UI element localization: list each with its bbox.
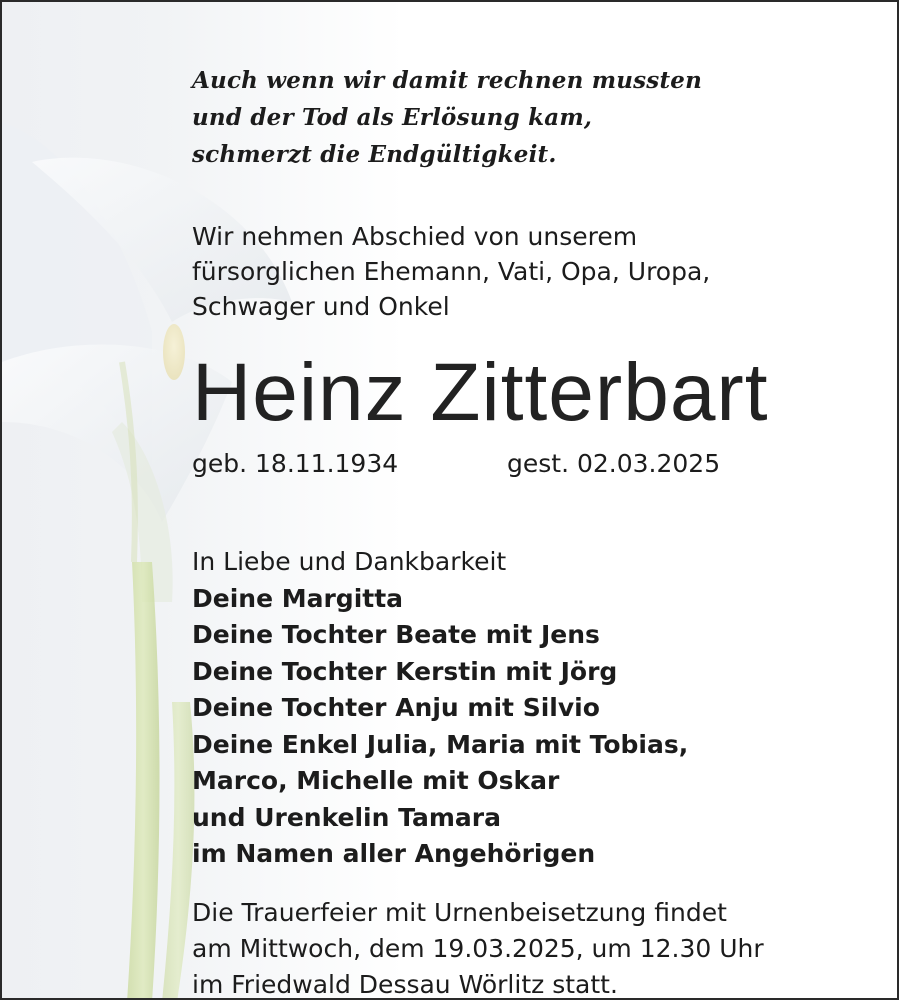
mourner-line: Marco, Michelle mit Oskar bbox=[192, 766, 560, 795]
obituary-content bbox=[192, 62, 882, 1000]
life-dates bbox=[192, 446, 882, 482]
intro-line: Schwager und Onkel bbox=[192, 292, 450, 321]
motto-verse bbox=[192, 62, 882, 173]
deceased-name: Heinz Zitterbart bbox=[192, 347, 769, 438]
motto-line: Auch wenn wir damit rechnen mussten bbox=[192, 67, 703, 94]
funeral-details bbox=[192, 895, 882, 1000]
family-intro: In Liebe und Dankbarkeit bbox=[192, 547, 507, 576]
intro-line: Wir nehmen Abschied von unserem bbox=[192, 222, 638, 251]
birth-date: geb. 18.11.1934 bbox=[192, 449, 399, 478]
farewell-intro bbox=[192, 219, 882, 324]
ceremony-line: im Friedwald Dessau Wörlitz statt. bbox=[192, 969, 618, 999]
mourner-line: Deine Tochter Anju mit Silvio bbox=[192, 693, 600, 722]
motto-line: schmerzt die Endgültigkeit. bbox=[192, 141, 557, 168]
mourner-line: und Urenkelin Tamara bbox=[192, 802, 501, 832]
mourner-line: Deine Enkel Julia, Maria mit Tobias, bbox=[192, 729, 689, 759]
mourner-line: im Namen aller Angehörigen bbox=[192, 839, 596, 868]
motto-line: und der Tod als Erlösung kam, bbox=[192, 104, 593, 131]
ceremony-line: am Mittwoch, dem 19.03.2025, um 12.30 Uhr bbox=[192, 933, 764, 963]
intro-line: fürsorglichen Ehemann, Vati, Opa, Uropa, bbox=[192, 257, 711, 286]
mourner-line: Deine Tochter Kerstin mit Jörg bbox=[192, 656, 618, 686]
mourner-line: Deine Margitta bbox=[192, 583, 404, 613]
death-date: gest. 02.03.2025 bbox=[507, 449, 721, 478]
ceremony-line: Die Trauerfeier mit Urnenbeisetzung findet bbox=[192, 897, 727, 927]
mourners-list bbox=[192, 544, 882, 873]
mourner-line: Deine Tochter Beate mit Jens bbox=[192, 620, 600, 649]
